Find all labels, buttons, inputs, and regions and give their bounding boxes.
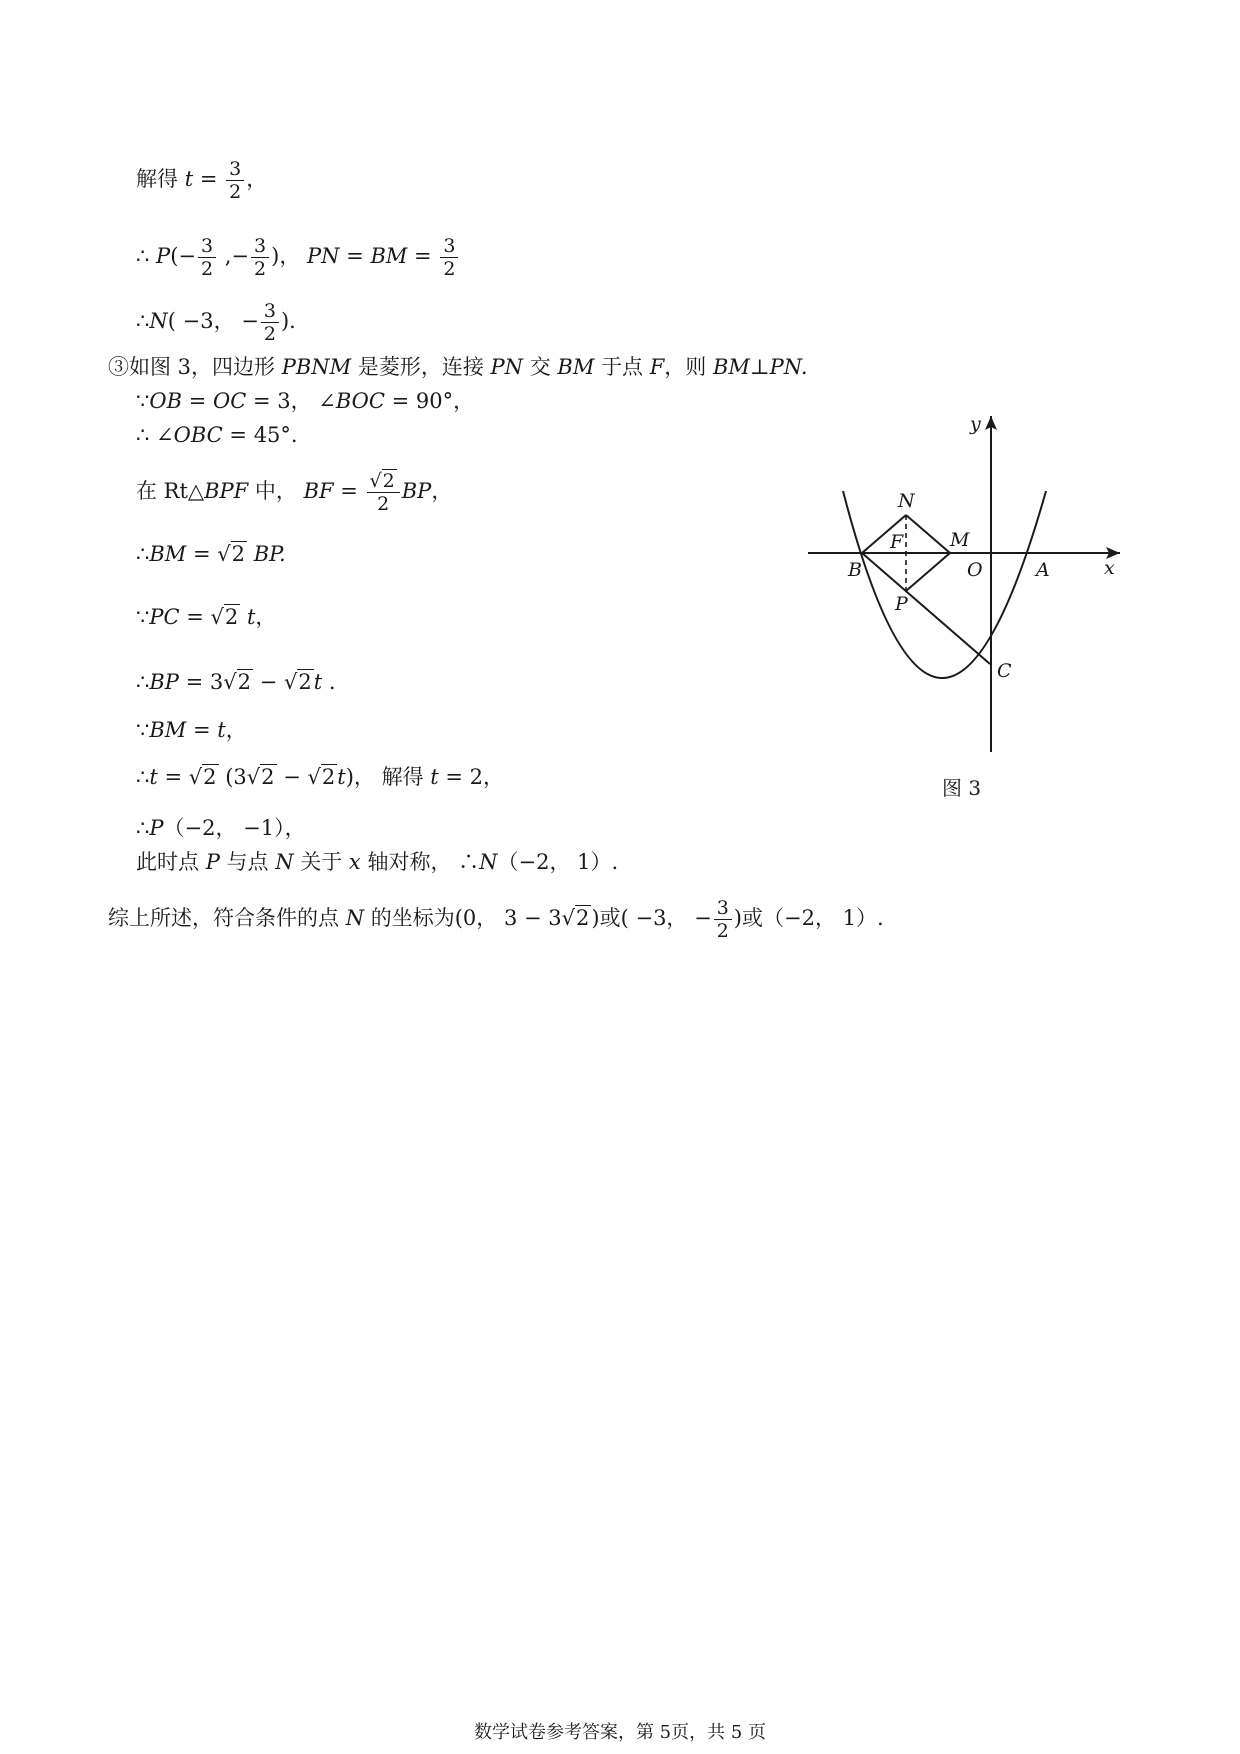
point-p2-line: ∴P（−2， −1）， bbox=[136, 816, 306, 840]
label-f: F bbox=[890, 531, 904, 553]
bm-sqrt-line: ∴BM = √2 BP. bbox=[136, 542, 286, 566]
ob-oc-line: ∵OB = OC = 3， ∠BOC = 90°， bbox=[136, 389, 475, 413]
summary-line: 综上所述，符合条件的点 N 的坐标为(0， 3 − 3√2)或( −3， − $\frac{3}{2}$ )或（−2， 1）. bbox=[108, 897, 884, 942]
page-footer: 数学试卷参考答案，第 5页，共 5 页 bbox=[473, 1722, 767, 1743]
label-y: y bbox=[970, 416, 981, 435]
solve-t-line: 解得 t = $\frac{3}{2}$ ， bbox=[136, 158, 268, 203]
point-p-line: ∴ P(− $\frac{3}{2}$ ,− $\frac{3}{2}$ )， PN = BM = $\frac{3}{2}$ bbox=[136, 235, 460, 280]
segment-nm bbox=[906, 515, 950, 553]
bm-equals-t-line: ∵BM = t， bbox=[136, 718, 247, 742]
segment-mp bbox=[906, 553, 950, 591]
label-a: A bbox=[1036, 559, 1050, 581]
figure-3-diagram bbox=[808, 416, 1126, 802]
parabola bbox=[843, 491, 1046, 678]
symmetry-line: 此时点 P 与点 N 关于 x 轴对称， ∴N（−2， 1）. bbox=[136, 850, 619, 874]
bp-line: ∴BP = 3√2 − √2t . bbox=[136, 670, 336, 694]
case-3-heading: ③如图 3，四边形 PBNM 是菱形，连接 PN 交 BM 于点 F，则 BM⊥PN. bbox=[108, 355, 808, 379]
label-x: x bbox=[1104, 557, 1115, 579]
pc-line: ∵PC = √2 t， bbox=[136, 605, 277, 629]
figure-3 bbox=[808, 416, 1126, 802]
label-o: O bbox=[967, 559, 983, 581]
angle-obc-line: ∴ ∠OBC = 45°. bbox=[136, 423, 298, 447]
figure-caption: 图 3 bbox=[942, 776, 982, 800]
point-n-line: ∴N( −3， − $\frac{3}{2}$ ). bbox=[136, 300, 296, 345]
label-m: M bbox=[950, 529, 970, 551]
rt-triangle-line: 在 Rt△BPF 中， BF = $\frac{√2}{2}$ BP， bbox=[136, 470, 453, 515]
label-b: B bbox=[848, 559, 862, 581]
label-c: C bbox=[997, 660, 1012, 682]
fraction: $\frac{3}{2}$ bbox=[226, 158, 244, 203]
label-n: N bbox=[898, 490, 915, 512]
solve-t2-line: ∴t = √2 (3√2 − √2t)， 解得 t = 2， bbox=[136, 765, 505, 789]
label-p: P bbox=[895, 593, 908, 615]
